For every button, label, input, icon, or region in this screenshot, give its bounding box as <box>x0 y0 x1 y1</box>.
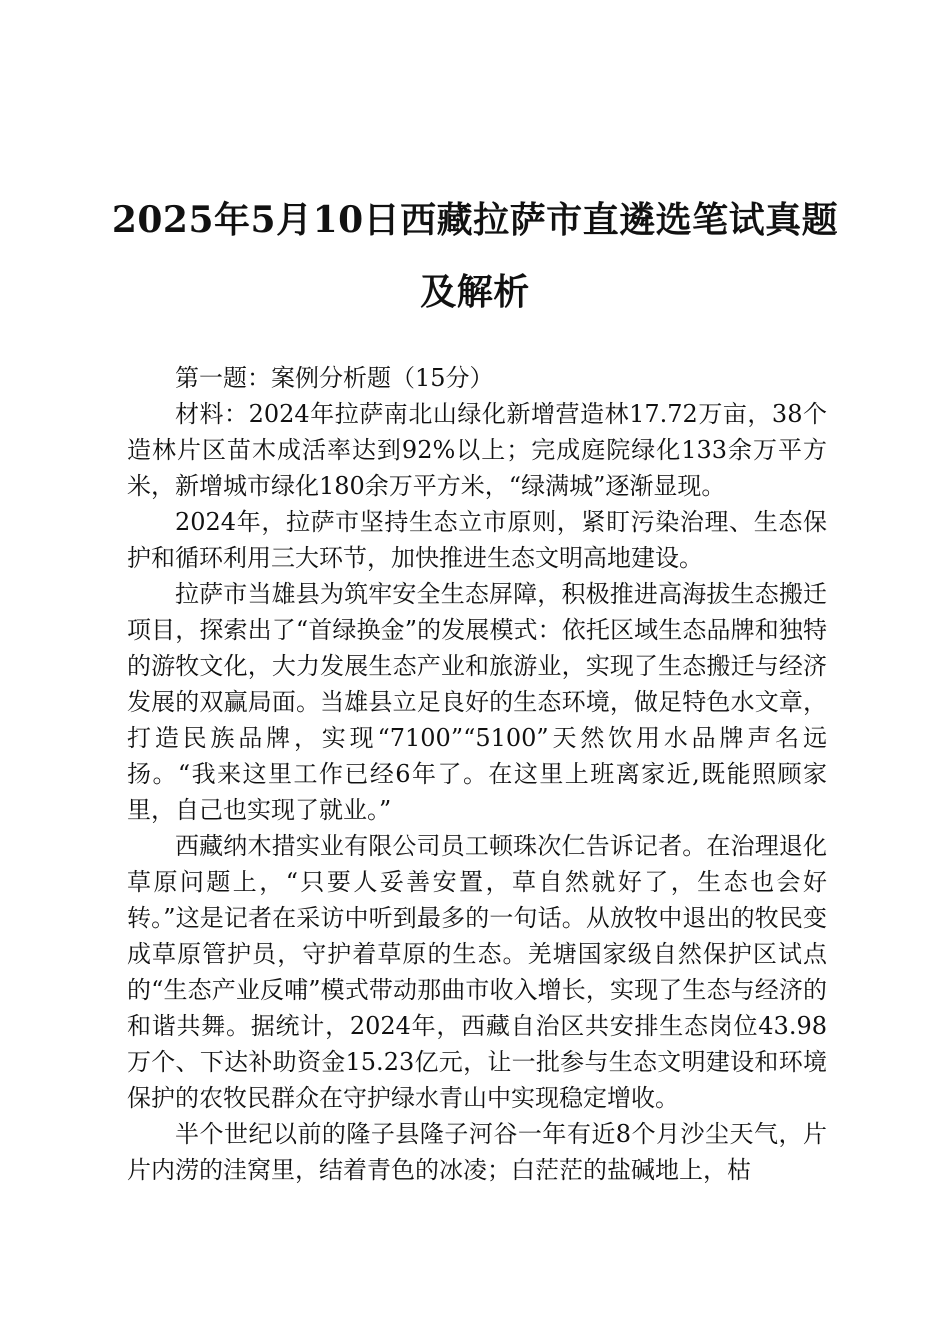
paragraph: 材料：2024年拉萨南北山绿化新增营造林17.72万亩，38个造林片区苗木成活率达到92%以上；完成庭院绿化133余万平方米，新增城市绿化180余万平方米，“绿满城”逐渐显现。 <box>127 400 827 500</box>
paragraph: 半个世纪以前的隆子县隆子河谷一年有近8个月沙尘天气，片片内涝的洼窝里，结着青色的冰凌；白茫茫的盐碱地上，枯 <box>127 1120 827 1184</box>
document-title-continued: 及解析 <box>420 271 530 313</box>
document-body <box>127 360 827 1188</box>
question-heading: 第一题：案例分析题（15分） <box>175 364 494 392</box>
paragraph: 2024年，拉萨市坚持生态立市原则，紧盯污染治理、生态保护和循环利用三大环节，加快推进生态文明高地建设。 <box>127 508 827 572</box>
paragraph: 西藏纳木措实业有限公司员工顿珠次仁告诉记者。在治理退化草原问题上，“只要人妥善安置，草自然就好了，生态也会好转。”这是记者在采访中听到最多的一句话。从放牧中退出的牧民变成草原管护员，守护着草原的生态。羌塘国家级自然保护区试点的“生态产业反哺”模式带动那曲市收入增长，实现了生态与经济的和谐共舞。据统计，2024年，西藏自治区共安排生态岗位43.98万个、下达补助资金15.23亿元，让一批参与生态文明建设和环境保护的农牧民群众在守护绿水青山中实现稳定增收。 <box>127 832 827 1112</box>
document-title: 2025年5月10日西藏拉萨市直遴选笔试真题 <box>111 199 839 241</box>
paragraph: 拉萨市当雄县为筑牢安全生态屏障，积极推进高海拔生态搬迁项目，探索出了“首绿换金”的发展模式：依托区域生态品牌和独特的游牧文化，大力发展生态产业和旅游业，实现了生态搬迁与经济发展的双赢局面。当雄县立足良好的生态环境，做足特色水文章，打造民族品牌，实现“7100”“5100”天然饮用水品牌声名远扬。“我来这里工作已经6年了。在这里上班离家近,既能照顾家里，自己也实现了就业。” <box>127 580 827 824</box>
